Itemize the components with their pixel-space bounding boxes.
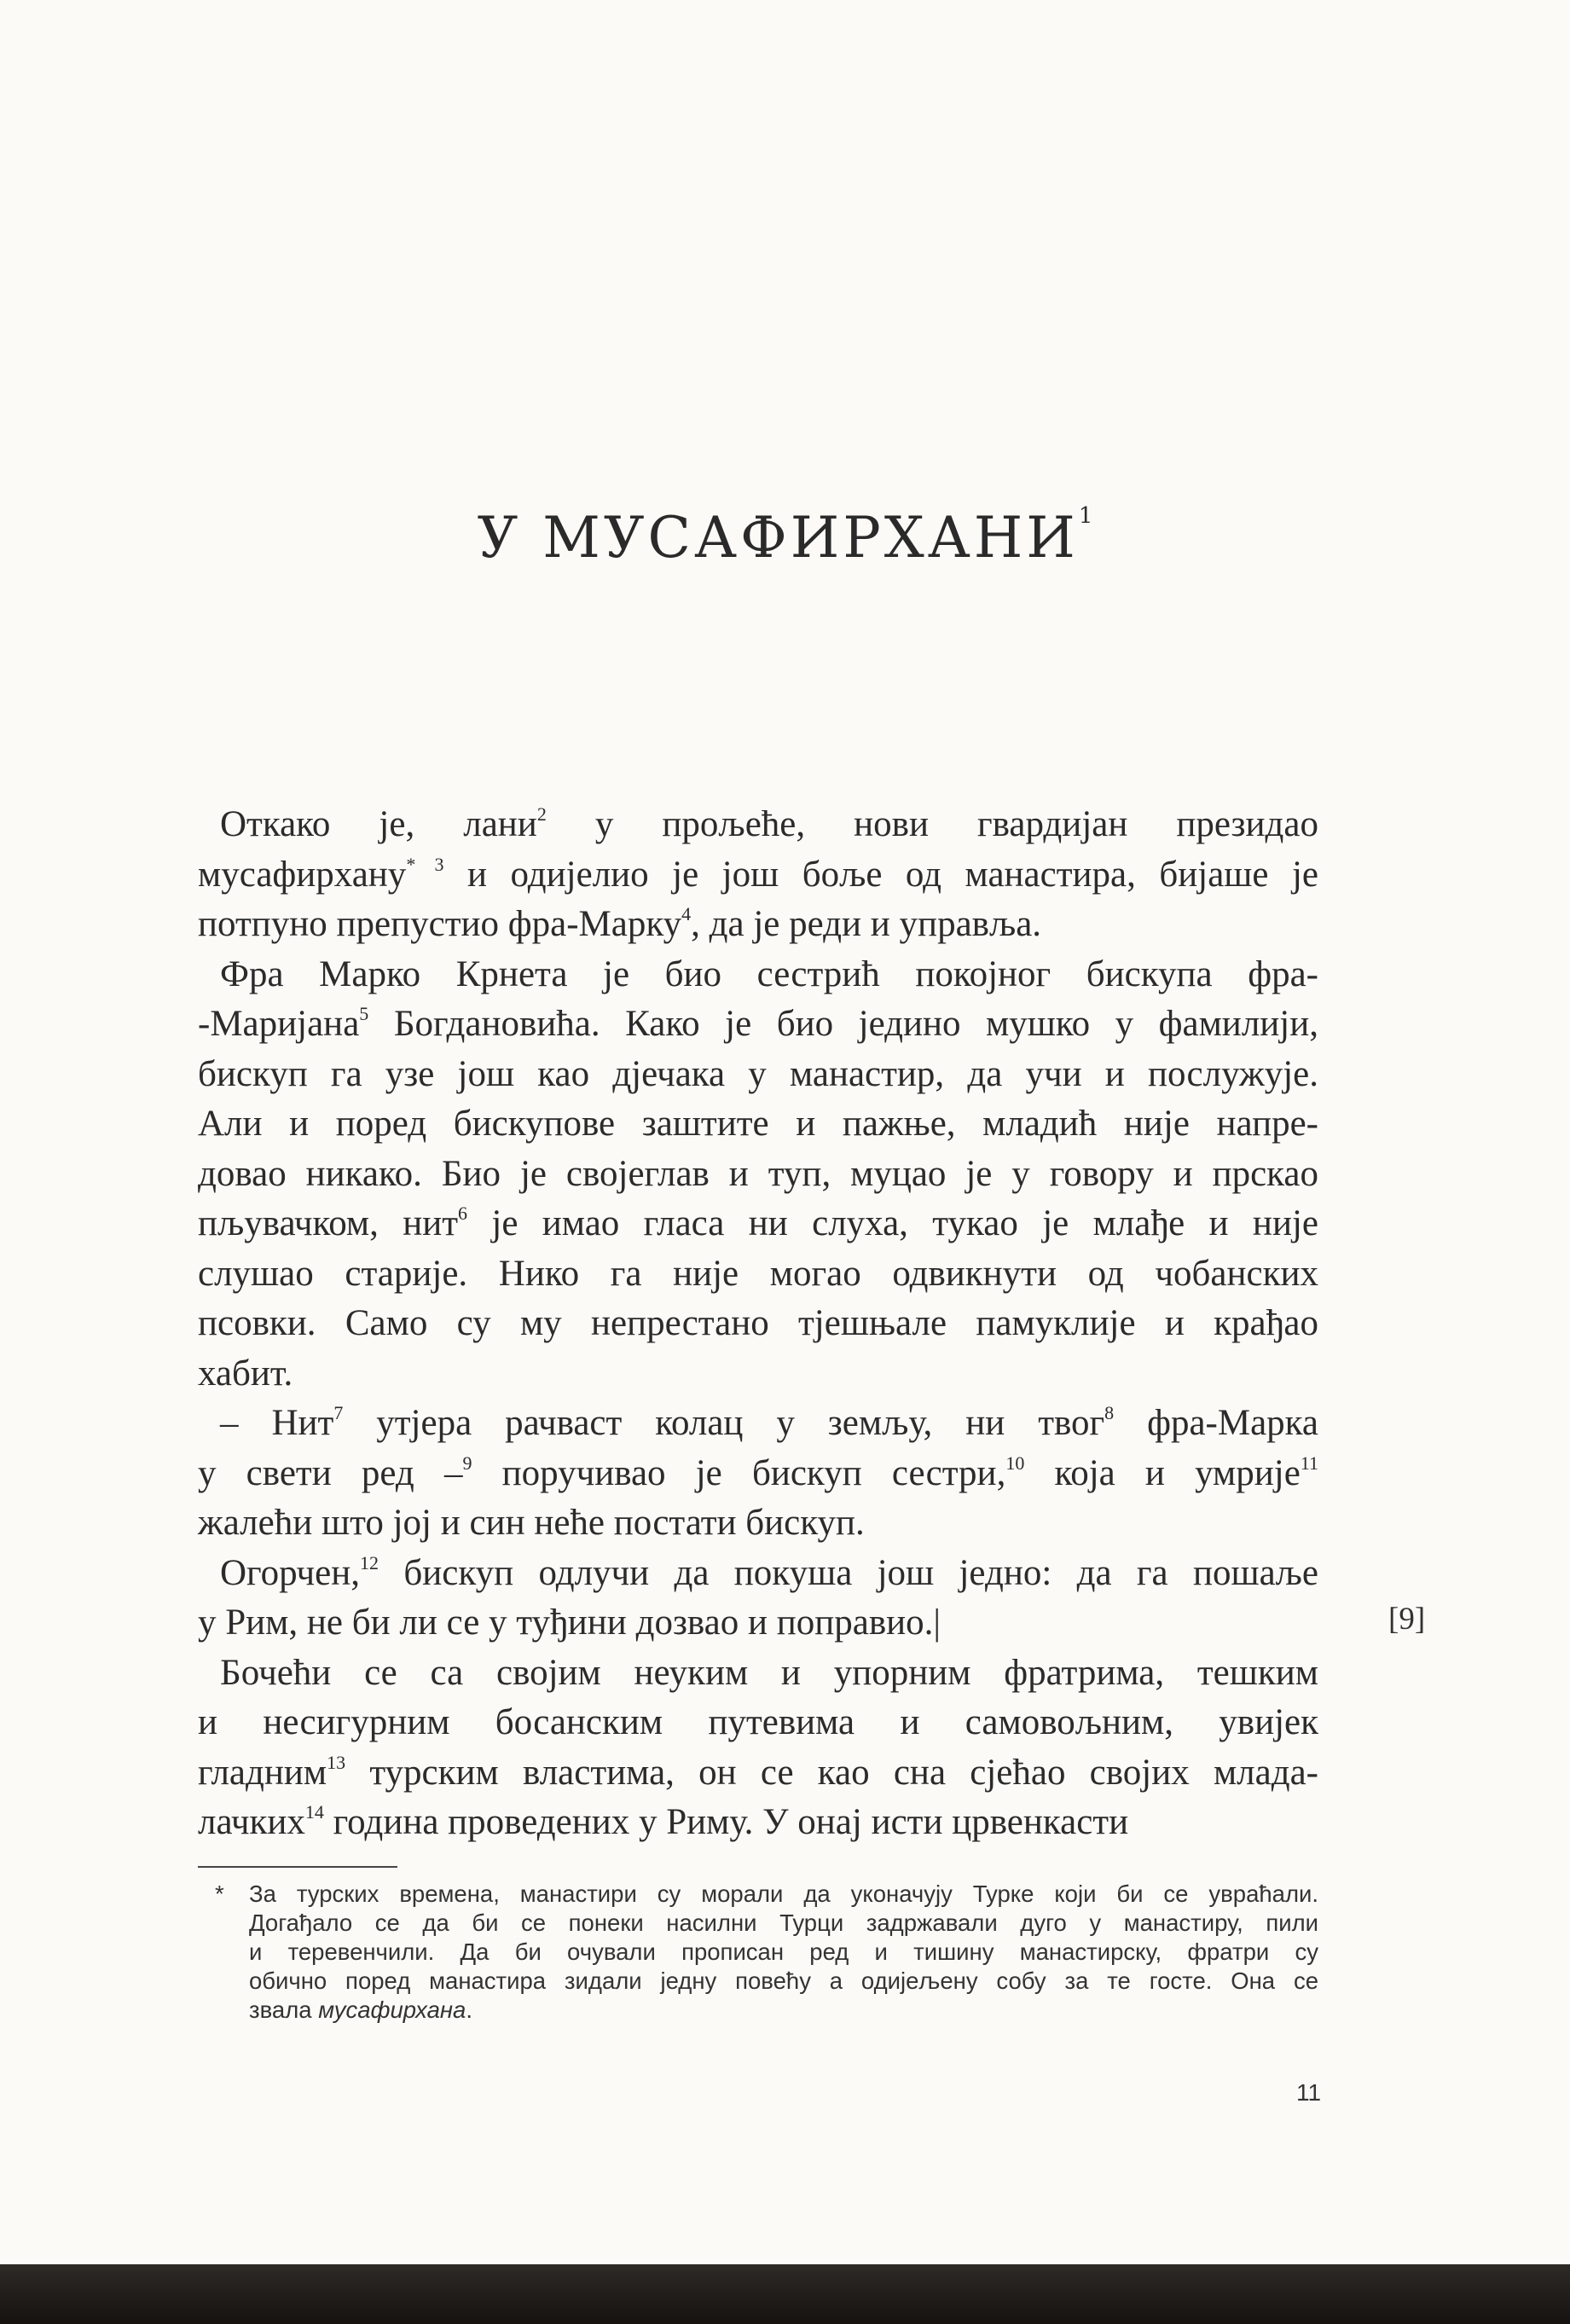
main-text [198, 800, 1318, 1848]
text-line [198, 1598, 1318, 1649]
footnote-mark: * [215, 1881, 224, 1907]
paragraph [198, 950, 1318, 1400]
text-segment: Бочећи се са својим неуким и упорним фратрима, тешким [220, 1652, 1318, 1693]
text-segment: гладним [198, 1752, 327, 1793]
text-line [198, 1798, 1318, 1848]
text-segment: Огорчен, [220, 1552, 361, 1593]
paragraph [198, 1399, 1318, 1549]
text-line [198, 1449, 1318, 1499]
text-segment: пљувачком, нит [198, 1203, 459, 1243]
text-segment: жалећи што јој и син неће постати бискуп. [198, 1503, 865, 1543]
text-segment: хабит. [198, 1353, 293, 1394]
text-segment: , да је реди и управља. [691, 904, 1042, 944]
footnote-line: За турских времена, манастири су морали да уконачују Турке који би се уврaћали. [249, 1881, 1318, 1907]
footnote-reference: 12 [360, 1551, 379, 1573]
text-line [198, 1150, 1318, 1200]
text-segment: је имао гласа ни слуха, тукао је млађе и није [467, 1203, 1318, 1243]
footnote-reference: 8 [1104, 1402, 1115, 1423]
text-segment: Фра Марко Крнета је био сестрић покојног бискупа фра- [220, 953, 1318, 994]
text-segment: и несигурним босанским путевима и самовољним, увијек [198, 1702, 1318, 1742]
footnote-text-segment: . [466, 1997, 472, 2023]
text-line [198, 1698, 1318, 1748]
text-segment: у прољеће, нови гвардијан президао [546, 804, 1318, 844]
text-segment: година проведених у Риму. У онај исти црвенкасти [323, 1802, 1129, 1842]
text-line [198, 1000, 1318, 1050]
text-segment: Али и поред бискупове заштите и пажње, младић није напре- [198, 1104, 1318, 1144]
chapter-title [0, 503, 1570, 571]
text-line [198, 1399, 1318, 1449]
text-segment: утјера рачваст колац у земљу, ни твог [343, 1403, 1105, 1443]
footnote-reference: 11 [1300, 1452, 1318, 1474]
text-segment: -Маријана [198, 1004, 360, 1044]
footnote [198, 1880, 1318, 2025]
paragraph [198, 1649, 1318, 1848]
paragraph [198, 1549, 1318, 1649]
text-segment: поручивао је бискуп сестри, [472, 1452, 1006, 1493]
text-line [198, 950, 1318, 1000]
text-line [198, 900, 1318, 950]
text-line [198, 1549, 1318, 1599]
text-segment: фра-Марка [1114, 1403, 1319, 1443]
text-segment: слушао старије. Нико га није могао одвикнути од чобанских [198, 1253, 1318, 1294]
footnote-reference: 9 [462, 1452, 472, 1474]
text-line [198, 800, 1318, 850]
text-line [198, 1299, 1318, 1349]
chapter-title-text: У МУСАФИРХАНИ [477, 505, 1079, 571]
page-number: 11 [1296, 2079, 1322, 2106]
footnote-reference: 14 [304, 1801, 324, 1823]
footnote-line: и теревенчили. Да би очували прописан ред и тишину манастирску, фратри су [249, 1939, 1318, 1965]
footnote-reference: 7 [333, 1402, 344, 1423]
text-segment: бискуп га узе још као дјечака у манастир, да учи и послужује. [198, 1053, 1318, 1094]
text-line [198, 1649, 1318, 1699]
text-line [198, 850, 1318, 901]
footnote-line [249, 1996, 1318, 2025]
footnote-reference: 13 [327, 1751, 346, 1773]
footnote-reference: 5 [359, 1003, 369, 1024]
text-line [198, 1249, 1318, 1300]
footnote-text [249, 1880, 1318, 2025]
footnote-reference: 4 [681, 903, 692, 924]
footnote-separator [198, 1866, 397, 1868]
footnote-line: обично поред манастира зидали једну повећу а одијељену собу за те госте. Она се [249, 1968, 1318, 1994]
text-line [198, 1099, 1318, 1150]
footnote-line: Догађало се да би се понеки насилни Турци задржавали дуго у манастиру, пили [249, 1910, 1318, 1936]
text-segment: у Рим, не би ли се у туђини дозвао и поправио.| [198, 1602, 941, 1643]
scan-bottom-edge [0, 2264, 1570, 2324]
text-segment: која и умрије [1024, 1452, 1301, 1493]
footnote-reference: * 3 [406, 853, 444, 875]
text-segment: Откако је, лани [220, 804, 537, 844]
text-segment: мусафирхану [198, 854, 407, 895]
text-segment: турским властима, он се као сна сјећао својих млада- [345, 1752, 1318, 1793]
title-footnote-ref: 1 [1078, 503, 1093, 529]
text-line [198, 1498, 1318, 1549]
footnote-reference: 6 [458, 1203, 468, 1224]
text-line [198, 1050, 1318, 1100]
text-segment: потпуно препустио фра-Марку [198, 904, 682, 944]
text-line [198, 1199, 1318, 1249]
text-segment: лачких [198, 1802, 305, 1842]
marginal-page-reference: [9] [1388, 1602, 1426, 1637]
footnote-reference: 10 [1005, 1452, 1025, 1474]
text-segment: Богдановића. Како је био једино мушко у фамилији, [368, 1004, 1318, 1044]
text-line [198, 1748, 1318, 1799]
footnote-reference: 2 [536, 803, 547, 825]
paragraph [198, 800, 1318, 950]
text-segment: довао никако. Био је својеглав и туп, муцао је у говору и прскао [198, 1153, 1318, 1194]
text-segment: и одијелио је још боље од манастира, бијаше је [443, 854, 1318, 895]
text-segment: у свети ред – [198, 1452, 463, 1493]
footnote-emphasis: мусафирхана [318, 1997, 466, 2023]
text-segment: бискуп одлучи да покуша још једно: да га пошаље [379, 1552, 1318, 1593]
text-segment: – Нит [220, 1403, 334, 1443]
text-segment: псовки. Само су му непрестано тјешњале памуклије и крађао [198, 1303, 1318, 1343]
footnote-text-segment: звала [249, 1997, 319, 2023]
text-line [198, 1349, 1318, 1400]
